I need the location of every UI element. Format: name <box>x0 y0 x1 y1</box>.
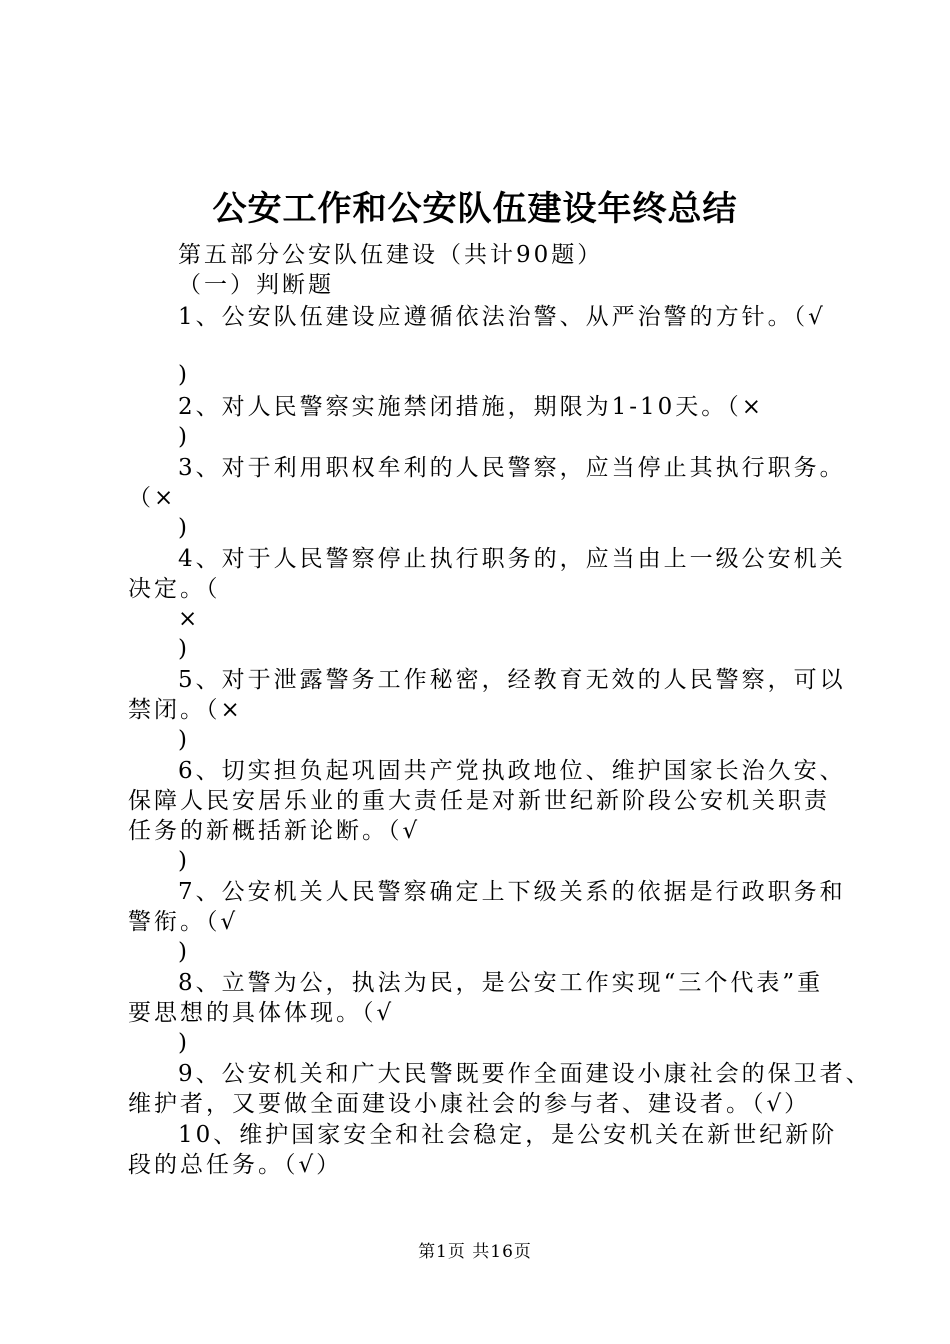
question-4-line-1: 4、对于人民警察停止执行职务的，应当由上一级公安机关 <box>178 546 846 572</box>
question-3-line-3: ) <box>178 515 190 541</box>
document-title: 公安工作和公安队伍建设年终总结 <box>212 189 738 229</box>
question-3-line-2: （× <box>128 485 177 511</box>
question-4-line-4: ) <box>178 636 190 662</box>
question-3-line-1: 3、对于利用职权牟利的人民警察，应当停止其执行职务。 <box>178 455 846 481</box>
question-1-line-2: ) <box>178 362 190 388</box>
question-7-line-2: 警衔。（√ <box>128 909 239 935</box>
question-6-line-1: 6、切实担负起巩固共产党执政地位、维护国家长治久安、 <box>178 758 846 784</box>
question-7-line-1: 7、公安机关人民警察确定上下级关系的依据是行政职务和 <box>178 879 846 905</box>
question-10-line-1: 10、维护国家安全和社会稳定，是公安机关在新世纪新阶 <box>178 1122 838 1148</box>
question-8-line-1: 8、立警为公，执法为民，是公安工作实现“三个代表”重 <box>178 970 824 996</box>
question-7-line-3: ) <box>178 939 190 965</box>
subsection-heading: （一）判断题 <box>178 272 334 298</box>
question-5-line-2: 禁闭。（× <box>128 697 243 723</box>
question-10-line-2: 段的总任务。（√） <box>128 1152 343 1178</box>
question-8-line-3: ) <box>178 1030 190 1056</box>
question-4-line-3: × <box>178 606 201 632</box>
question-2-line-2: ) <box>178 424 190 450</box>
question-8-line-2: 要思想的具体体现。（√ <box>128 1000 395 1026</box>
question-2-line-1: 2、对人民警察实施禁闭措施，期限为1-10天。（× <box>178 394 765 420</box>
question-9-line-1: 9、公安机关和广大民警既要作全面建设小康社会的保卫者、 <box>178 1061 872 1087</box>
question-1-line-1: 1、公安队伍建设应遵循依法治警、从严治警的方针。（√ <box>178 304 826 330</box>
question-5-line-1: 5、对于泄露警务工作秘密，经教育无效的人民警察，可以 <box>178 667 846 693</box>
question-6-line-3: 任务的新概括新论断。（√ <box>128 818 421 844</box>
page-number-footer: 第1页 共16页 <box>418 1242 532 1262</box>
question-5-line-3: ) <box>178 727 190 753</box>
question-9-line-2: 维护者，又要做全面建设小康社会的参与者、建设者。（√） <box>128 1091 811 1117</box>
section-heading: 第五部分公安队伍建设（共计90题） <box>178 242 604 268</box>
question-6-line-4: ) <box>178 848 190 874</box>
question-4-line-2: 决定。（ <box>128 576 221 602</box>
question-6-line-2: 保障人民安居乐业的重大责任是对新世纪新阶段公安机关职责 <box>128 788 830 814</box>
